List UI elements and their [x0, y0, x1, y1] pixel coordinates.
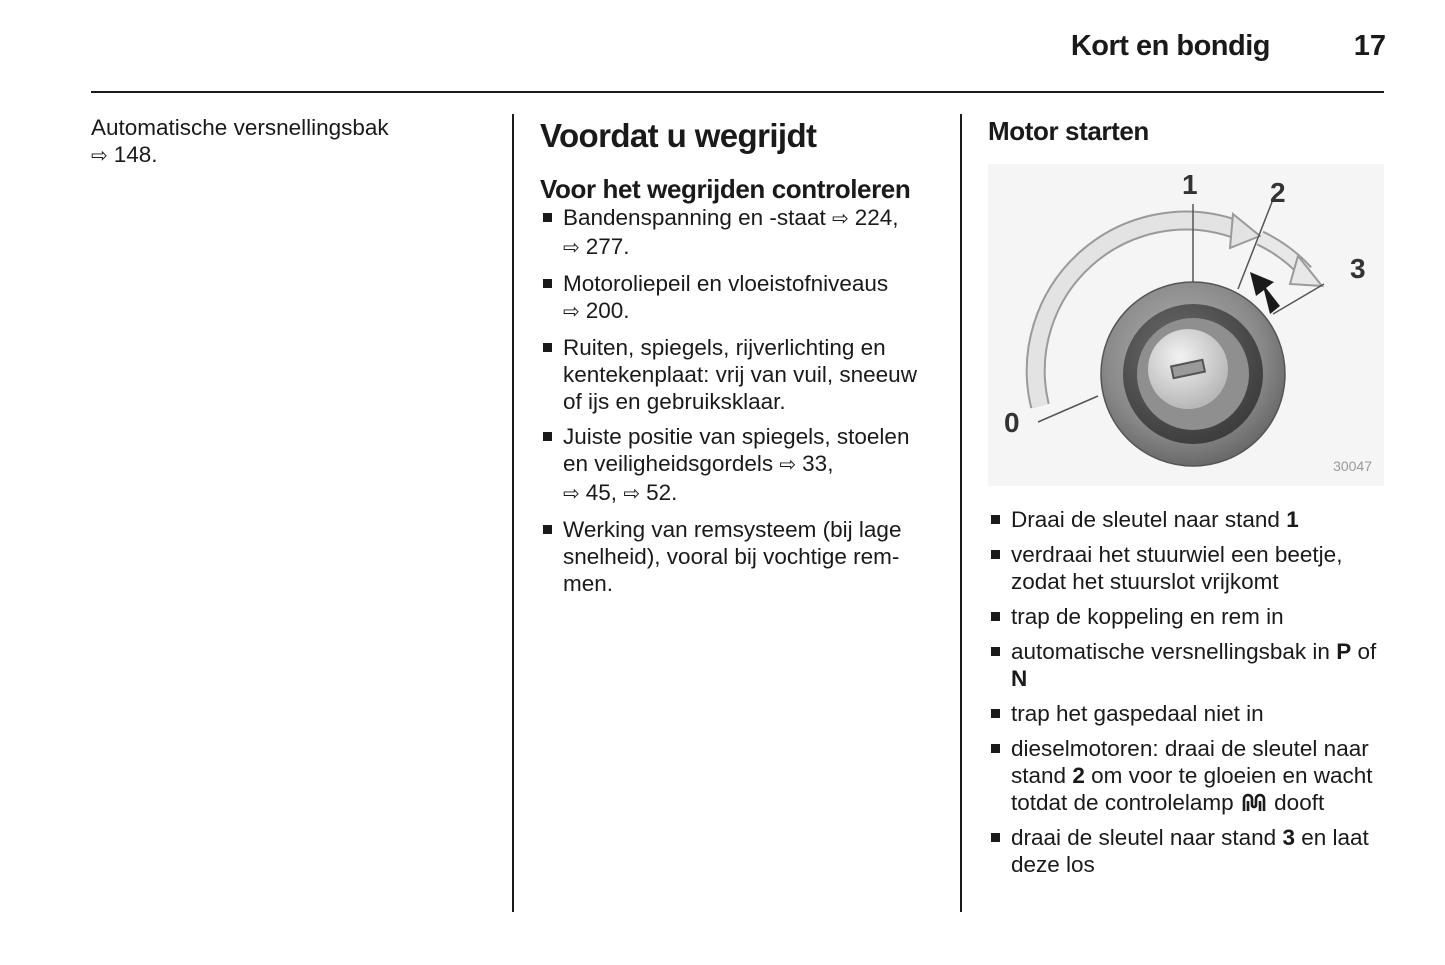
- list-item: Motoroliepeil en vloeistofniveaus ⇨ 200.: [540, 270, 940, 326]
- cross-reference[interactable]: ⇨ 277.: [563, 234, 630, 259]
- section-heading: Voordat u wegrijdt: [540, 117, 817, 154]
- position-label-2: 2: [1270, 177, 1286, 208]
- cross-reference-arrow-icon: ⇨: [779, 454, 797, 476]
- ignition-switch-illustration: [988, 164, 1384, 486]
- cross-reference-arrow-icon: ⇨: [563, 483, 580, 505]
- cross-reference-arrow-icon: ⇨: [91, 145, 108, 167]
- column-left: [91, 114, 491, 170]
- cross-reference-arrow-icon: ⇨: [563, 301, 580, 323]
- cross-reference[interactable]: ⇨ 33,: [779, 451, 833, 476]
- list-item: dieselmotoren: draai de sleutel naar stand 2 om voor te gloeien en wacht totdat de controlelamp dooft: [988, 735, 1388, 816]
- list-item: Werking van remsysteem (bij lage snelheid), vooral bij vochtige rem-men.: [540, 516, 940, 597]
- list-item: Ruiten, spiegels, rijverlichting en kentekenplaat: vrij van vuil, sneeuw of ijs en gebruiksklaar.: [540, 334, 940, 415]
- position-label-3: 3: [1350, 253, 1366, 284]
- cross-reference[interactable]: ⇨ 45,: [563, 480, 617, 505]
- cross-reference[interactable]: ⇨ 148.: [91, 141, 491, 170]
- cross-reference-arrow-icon: ⇨: [563, 237, 580, 259]
- list-item: automatische versnellingsbak in P of N: [988, 638, 1388, 692]
- cross-reference[interactable]: ⇨ 52.: [623, 480, 677, 505]
- position-label-1: 1: [1182, 169, 1198, 200]
- column-divider-left: [512, 114, 514, 912]
- column-middle: [540, 114, 940, 605]
- cross-reference-arrow-icon: ⇨: [623, 483, 641, 505]
- checklist: [540, 204, 940, 597]
- page-number: 17: [1353, 30, 1386, 62]
- position-line-3: [1273, 284, 1324, 314]
- section-heading: Motor starten: [988, 116, 1149, 146]
- column-right: [988, 114, 1388, 886]
- column-divider-right: [960, 114, 962, 912]
- cross-reference-arrow-icon: ⇨: [831, 208, 849, 230]
- position-label-0: 0: [1004, 407, 1020, 438]
- ignition-switch-figure: [988, 164, 1384, 486]
- list-item: trap het gaspedaal niet in: [988, 700, 1388, 727]
- page-section-title: Kort en bondig: [1070, 30, 1270, 62]
- continued-text: Automatische versnellingsbak: [91, 115, 389, 140]
- list-item: Juiste positie van spiegels, stoelen en veiligheidsgordels ⇨ 33, ⇨ 45, ⇨ 52.: [540, 423, 940, 508]
- list-item: trap de koppeling en rem in: [988, 603, 1388, 630]
- cross-reference[interactable]: ⇨ 224,: [832, 205, 899, 230]
- cross-reference[interactable]: ⇨ 200.: [563, 298, 630, 323]
- glow-plug-icon: [1240, 791, 1268, 813]
- list-item: Bandenspanning en -staat ⇨ 224, ⇨ 277.: [540, 204, 940, 262]
- list-item: draai de sleutel naar stand 3 en laat deze los: [988, 824, 1388, 878]
- header-divider: [91, 91, 1384, 93]
- subsection-heading: Voor het wegrijden controleren: [540, 174, 911, 204]
- figure-code: 30047: [1333, 458, 1372, 474]
- start-steps-list: [988, 506, 1388, 878]
- list-item: Draai de sleutel naar stand 1: [988, 506, 1388, 533]
- list-item: verdraai het stuurwiel een beetje, zodat het stuurslot vrijkomt: [988, 541, 1388, 595]
